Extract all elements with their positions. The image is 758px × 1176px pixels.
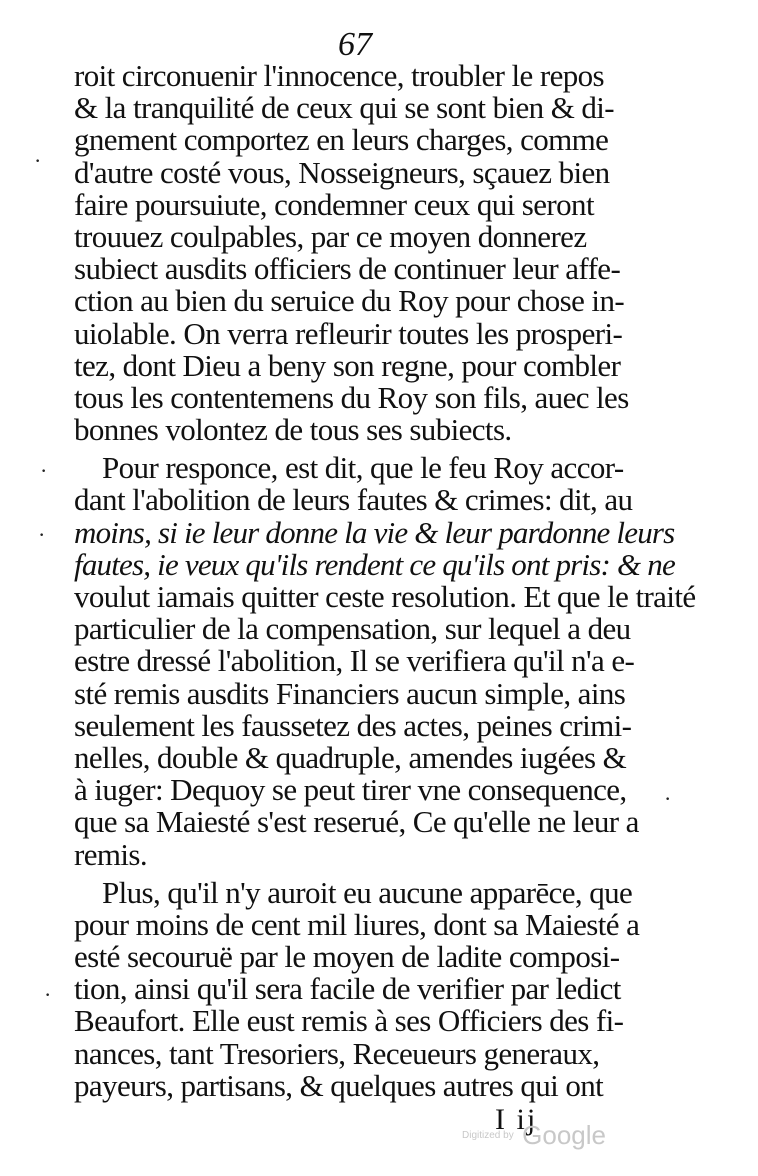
text-line: d'autre costé vous, Nosseigneurs, sçauez bien	[74, 154, 610, 190]
text-line: remis.	[74, 836, 148, 872]
text-line: uiolable. On verra refleurir toutes les prosperi-	[74, 315, 623, 351]
margin-dot: ·	[38, 522, 46, 547]
text-line: particulier de la compensation, sur lequel a deu	[74, 611, 631, 647]
text-line: que sa Maiesté s'est reserué, Ce qu'elle ne leur a	[74, 804, 639, 840]
italic-quote-line	[74, 514, 675, 550]
margin-dot: ·	[44, 982, 52, 1007]
text-line: subiect ausdits officiers de continuer leur affe-	[74, 251, 621, 287]
paragraph-start-line: Pour responce, est dit, que le feu Roy accor-	[102, 450, 624, 486]
text-line: tous les contentemens du Roy son fils, auec les	[74, 379, 629, 415]
text-line: payeurs, partisans, & quelques autres qui ont	[74, 1067, 604, 1103]
text-line: gnement comportez en leurs charges, comme	[74, 122, 609, 158]
watermark-brand: Google	[522, 1120, 606, 1150]
text-line: tion, ainsi qu'il sera facile de verifier par ledict	[74, 971, 621, 1007]
text-line: tez, dont Dieu a beny son regne, pour combler	[74, 347, 621, 383]
body-text	[74, 58, 696, 1103]
text-line: seulement les faussetez des actes, peines crimi-	[74, 707, 632, 743]
text-line: dant l'abolition de leurs fautes & crimes: dit, au	[74, 482, 633, 518]
text-line: Beaufort. Elle eust remis à ses Officiers des fi-	[74, 1003, 624, 1039]
text-line: nances, tant Tresoriers, Receueurs generaux,	[74, 1035, 600, 1071]
watermark-prefix: Digitized by	[462, 1130, 514, 1141]
text-line: roit circonuenir l'innocence, troubler le repos	[74, 58, 604, 93]
signature-mark: I ij	[495, 1103, 538, 1136]
margin-dot: ·	[34, 148, 42, 173]
text-line: voulut iamais quitter ceste resolution. Et que le traité	[74, 579, 696, 614]
text-line: sté remis ausdits Financiers aucun simple, ains	[74, 675, 626, 711]
text-line: estre dressé l'abolition, Il se verifiera qu'il n'a e-	[74, 643, 635, 679]
margin-dot: ·	[664, 786, 672, 811]
text-line: faire poursuiute, condemner ceux qui seront	[74, 186, 594, 222]
text-line: esté secouruë par le moyen de ladite composi-	[74, 939, 620, 975]
digitized-watermark	[462, 1120, 606, 1151]
italic-quote-line	[74, 546, 675, 582]
text-line: bonnes volontez de tous ses subiects.	[74, 412, 512, 448]
italic-quote-text: fautes, ie veux qu'ils rendent ce qu'ils ont pris: & ne	[74, 546, 675, 582]
page-number: 67	[338, 26, 372, 63]
margin-dot: ·	[40, 458, 48, 483]
text-line: pour moins de cent mil liures, dont sa Maiesté a	[74, 906, 640, 942]
text-line: ction au bien du seruice du Roy pour chose in-	[74, 283, 625, 319]
text-line: à iuger: Dequoy se peut tirer vne consequence,	[74, 772, 627, 808]
italic-quote-text: moins, si ie leur donne la vie & leur pardonne leurs	[74, 514, 675, 550]
text-line: & la tranquilité de ceux qui se sont bien & di-	[74, 90, 615, 126]
paragraph-start-line: Plus, qu'il n'y auroit eu aucune apparēce, que	[102, 874, 633, 910]
text-line: trouuez coulpables, par ce moyen donnerez	[74, 218, 587, 254]
text-line: nelles, double & quadruple, amendes iugées &	[74, 739, 627, 775]
